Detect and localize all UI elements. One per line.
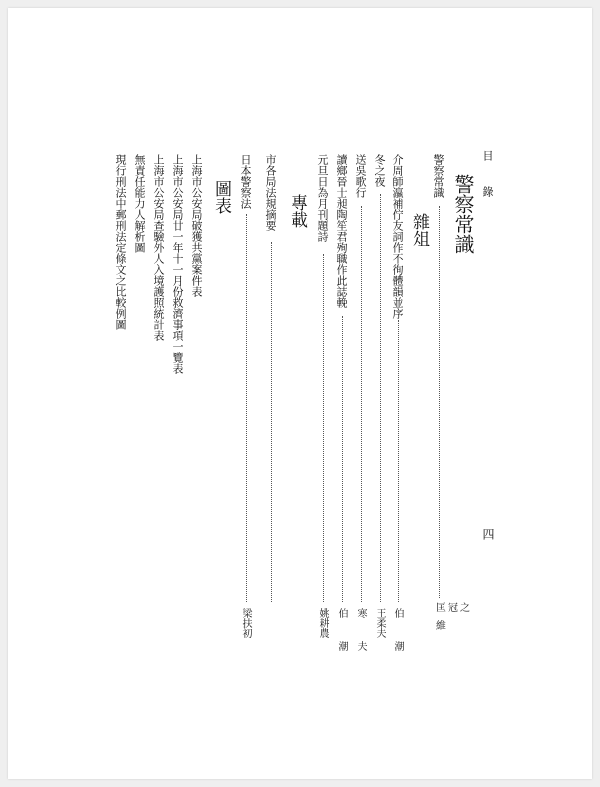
entry-preface-author: 伯 潮 <box>392 608 403 657</box>
entry-preface-title: 介周師瀛補佇友詞作不徇體韻並序 <box>391 154 404 319</box>
section-title-charts: 圖表 <box>211 180 231 214</box>
leader-poem-series <box>342 316 343 602</box>
entry-table4-title: 無責任能力人解析圖 <box>133 154 146 253</box>
entry-poem-series-title: 讀鄉晉士昶陶笙君殉職作此誌輓 <box>335 154 348 308</box>
entry-table5-title: 現行刑法中郵刑法定條文之比較例圖 <box>114 154 127 330</box>
entry-poem-series-author: 伯 潮 <box>336 608 347 657</box>
document-page <box>8 8 592 779</box>
entry-table1-title: 上海市公安局破獲共黨案件表 <box>190 154 203 297</box>
section-title-special: 專載 <box>287 194 307 228</box>
entry-japan-police-title: 日本警察法 <box>239 154 252 209</box>
leader-japan-police <box>246 214 247 602</box>
entry-police-author: 匡冠之維 <box>436 603 472 632</box>
leader-winter <box>380 194 381 602</box>
entry-winter-title: 冬之夜 <box>373 154 386 187</box>
entry-japan-police-author: 梁扶初 <box>240 608 251 638</box>
entry-winter-author: 王柔夫 <box>374 608 385 638</box>
entry-police-title: 警察常識 <box>432 154 445 198</box>
leader-regulations <box>271 242 272 602</box>
entry-table3-title: 上海市公安局查驗外人入境護照統計表 <box>152 154 165 341</box>
entry-farewell-author: 寒 夫 <box>355 608 366 657</box>
section-title-misc: 雜俎 <box>409 213 429 247</box>
entry-regulations-title: 市各局法規摘要 <box>264 154 277 231</box>
leader-farewell <box>361 206 362 602</box>
entry-farewell-title: 送吳歌行 <box>354 154 367 198</box>
entry-new-year-title: 元旦日為月刊題詩 <box>316 154 329 242</box>
leader-police <box>439 206 440 598</box>
contents-heading: 目 錄 <box>481 150 494 203</box>
leader-new-year <box>323 254 324 602</box>
page-number: 四 <box>481 528 495 540</box>
entry-new-year-author: 姚耕農 <box>317 608 328 638</box>
section-title-police: 警察常識 <box>451 174 475 254</box>
leader-preface <box>398 320 399 602</box>
entry-table2-title: 上海市公安局廿一年十一月份救濟事項一覽表 <box>171 154 184 374</box>
